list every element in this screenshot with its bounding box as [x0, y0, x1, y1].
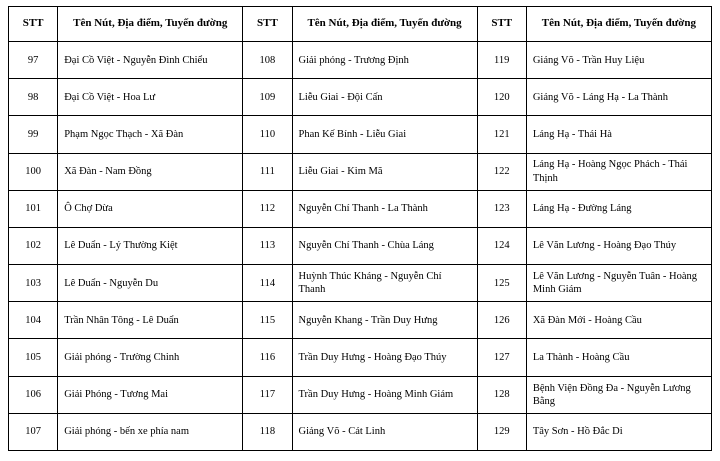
header-name-1: Tên Nút, Địa điểm, Tuyến đường [58, 7, 243, 42]
cell-stt: 109 [243, 79, 292, 116]
cell-stt: 103 [9, 265, 58, 302]
header-name-3: Tên Nút, Địa điểm, Tuyến đường [526, 7, 711, 42]
table-header [9, 7, 712, 42]
cell-stt: 118 [243, 413, 292, 450]
cell-name: Giải phóng - bến xe phía nam [58, 413, 243, 450]
cell-name: Lê Văn Lương - Nguyễn Tuân - Hoàng Minh Giám [526, 265, 711, 302]
cell-name: Tây Sơn - Hồ Đắc Di [526, 413, 711, 450]
cell-name: Phan Kế Bính - Liễu Giai [292, 116, 477, 153]
table-row [9, 376, 712, 413]
table-row [9, 190, 712, 227]
cell-name: Giảng Võ - Láng Hạ - La Thành [526, 79, 711, 116]
header-stt-2: STT [243, 7, 292, 42]
cell-name: Phạm Ngọc Thạch - Xã Đàn [58, 116, 243, 153]
cell-stt: 126 [477, 302, 526, 339]
table-header-row [9, 7, 712, 42]
road-intersection-table [8, 6, 712, 451]
cell-stt: 122 [477, 153, 526, 190]
header-name-2: Tên Nút, Địa điểm, Tuyến đường [292, 7, 477, 42]
table-row [9, 79, 712, 116]
cell-stt: 112 [243, 190, 292, 227]
cell-name: Trần Nhân Tông - Lê Duẩn [58, 302, 243, 339]
cell-stt: 123 [477, 190, 526, 227]
cell-stt: 128 [477, 376, 526, 413]
table-row [9, 153, 712, 190]
header-stt-1: STT [9, 7, 58, 42]
cell-stt: 102 [9, 227, 58, 264]
cell-name: Lê Văn Lương - Hoàng Đạo Thúy [526, 227, 711, 264]
cell-name: La Thành - Hoàng Cầu [526, 339, 711, 376]
cell-stt: 107 [9, 413, 58, 450]
table-row [9, 42, 712, 79]
cell-name: Láng Hạ - Thái Hà [526, 116, 711, 153]
cell-name: Giải phóng - Trương Định [292, 42, 477, 79]
cell-stt: 98 [9, 79, 58, 116]
cell-stt: 124 [477, 227, 526, 264]
cell-stt: 125 [477, 265, 526, 302]
cell-name: Giải Phóng - Tương Mai [58, 376, 243, 413]
table-body [9, 42, 712, 451]
cell-name: Trần Duy Hưng - Hoàng Đạo Thúy [292, 339, 477, 376]
cell-name: Ô Chợ Dừa [58, 190, 243, 227]
table-row [9, 413, 712, 450]
cell-stt: 101 [9, 190, 58, 227]
cell-stt: 110 [243, 116, 292, 153]
cell-name: Trần Duy Hưng - Hoàng Minh Giám [292, 376, 477, 413]
cell-name: Giải phóng - Trường Chinh [58, 339, 243, 376]
cell-name: Giảng Võ - Trần Huy Liệu [526, 42, 711, 79]
cell-stt: 97 [9, 42, 58, 79]
cell-name: Nguyễn Khang - Trần Duy Hưng [292, 302, 477, 339]
table-row [9, 339, 712, 376]
cell-stt: 116 [243, 339, 292, 376]
cell-stt: 120 [477, 79, 526, 116]
cell-stt: 100 [9, 153, 58, 190]
cell-name: Lê Duẩn - Nguyễn Du [58, 265, 243, 302]
cell-stt: 127 [477, 339, 526, 376]
cell-name: Liễu Giai - Kim Mã [292, 153, 477, 190]
cell-stt: 121 [477, 116, 526, 153]
cell-name: Láng Hạ - Đường Láng [526, 190, 711, 227]
cell-stt: 108 [243, 42, 292, 79]
cell-stt: 105 [9, 339, 58, 376]
cell-name: Nguyễn Chí Thanh - La Thành [292, 190, 477, 227]
table-row [9, 227, 712, 264]
table-row [9, 265, 712, 302]
header-stt-3: STT [477, 7, 526, 42]
cell-name: Láng Hạ - Hoàng Ngọc Phách - Thái Thịnh [526, 153, 711, 190]
cell-name: Đại Cồ Việt - Hoa Lư [58, 79, 243, 116]
cell-name: Liễu Giai - Đội Cấn [292, 79, 477, 116]
cell-stt: 114 [243, 265, 292, 302]
cell-name: Xã Đàn Mới - Hoàng Cầu [526, 302, 711, 339]
cell-stt: 115 [243, 302, 292, 339]
cell-stt: 129 [477, 413, 526, 450]
cell-stt: 119 [477, 42, 526, 79]
table-row [9, 116, 712, 153]
cell-stt: 111 [243, 153, 292, 190]
cell-name: Bệnh Viện Đồng Đa - Nguyễn Lương Bằng [526, 376, 711, 413]
table-row [9, 302, 712, 339]
cell-stt: 113 [243, 227, 292, 264]
cell-name: Lê Duẩn - Lý Thường Kiệt [58, 227, 243, 264]
cell-stt: 117 [243, 376, 292, 413]
cell-stt: 99 [9, 116, 58, 153]
cell-name: Giảng Võ - Cát Linh [292, 413, 477, 450]
cell-name: Đại Cồ Việt - Nguyễn Đình Chiểu [58, 42, 243, 79]
cell-stt: 104 [9, 302, 58, 339]
cell-name: Nguyễn Chí Thanh - Chùa Láng [292, 227, 477, 264]
cell-name: Xã Đàn - Nam Đồng [58, 153, 243, 190]
cell-name: Huỳnh Thúc Kháng - Nguyễn Chí Thanh [292, 265, 477, 302]
cell-stt: 106 [9, 376, 58, 413]
